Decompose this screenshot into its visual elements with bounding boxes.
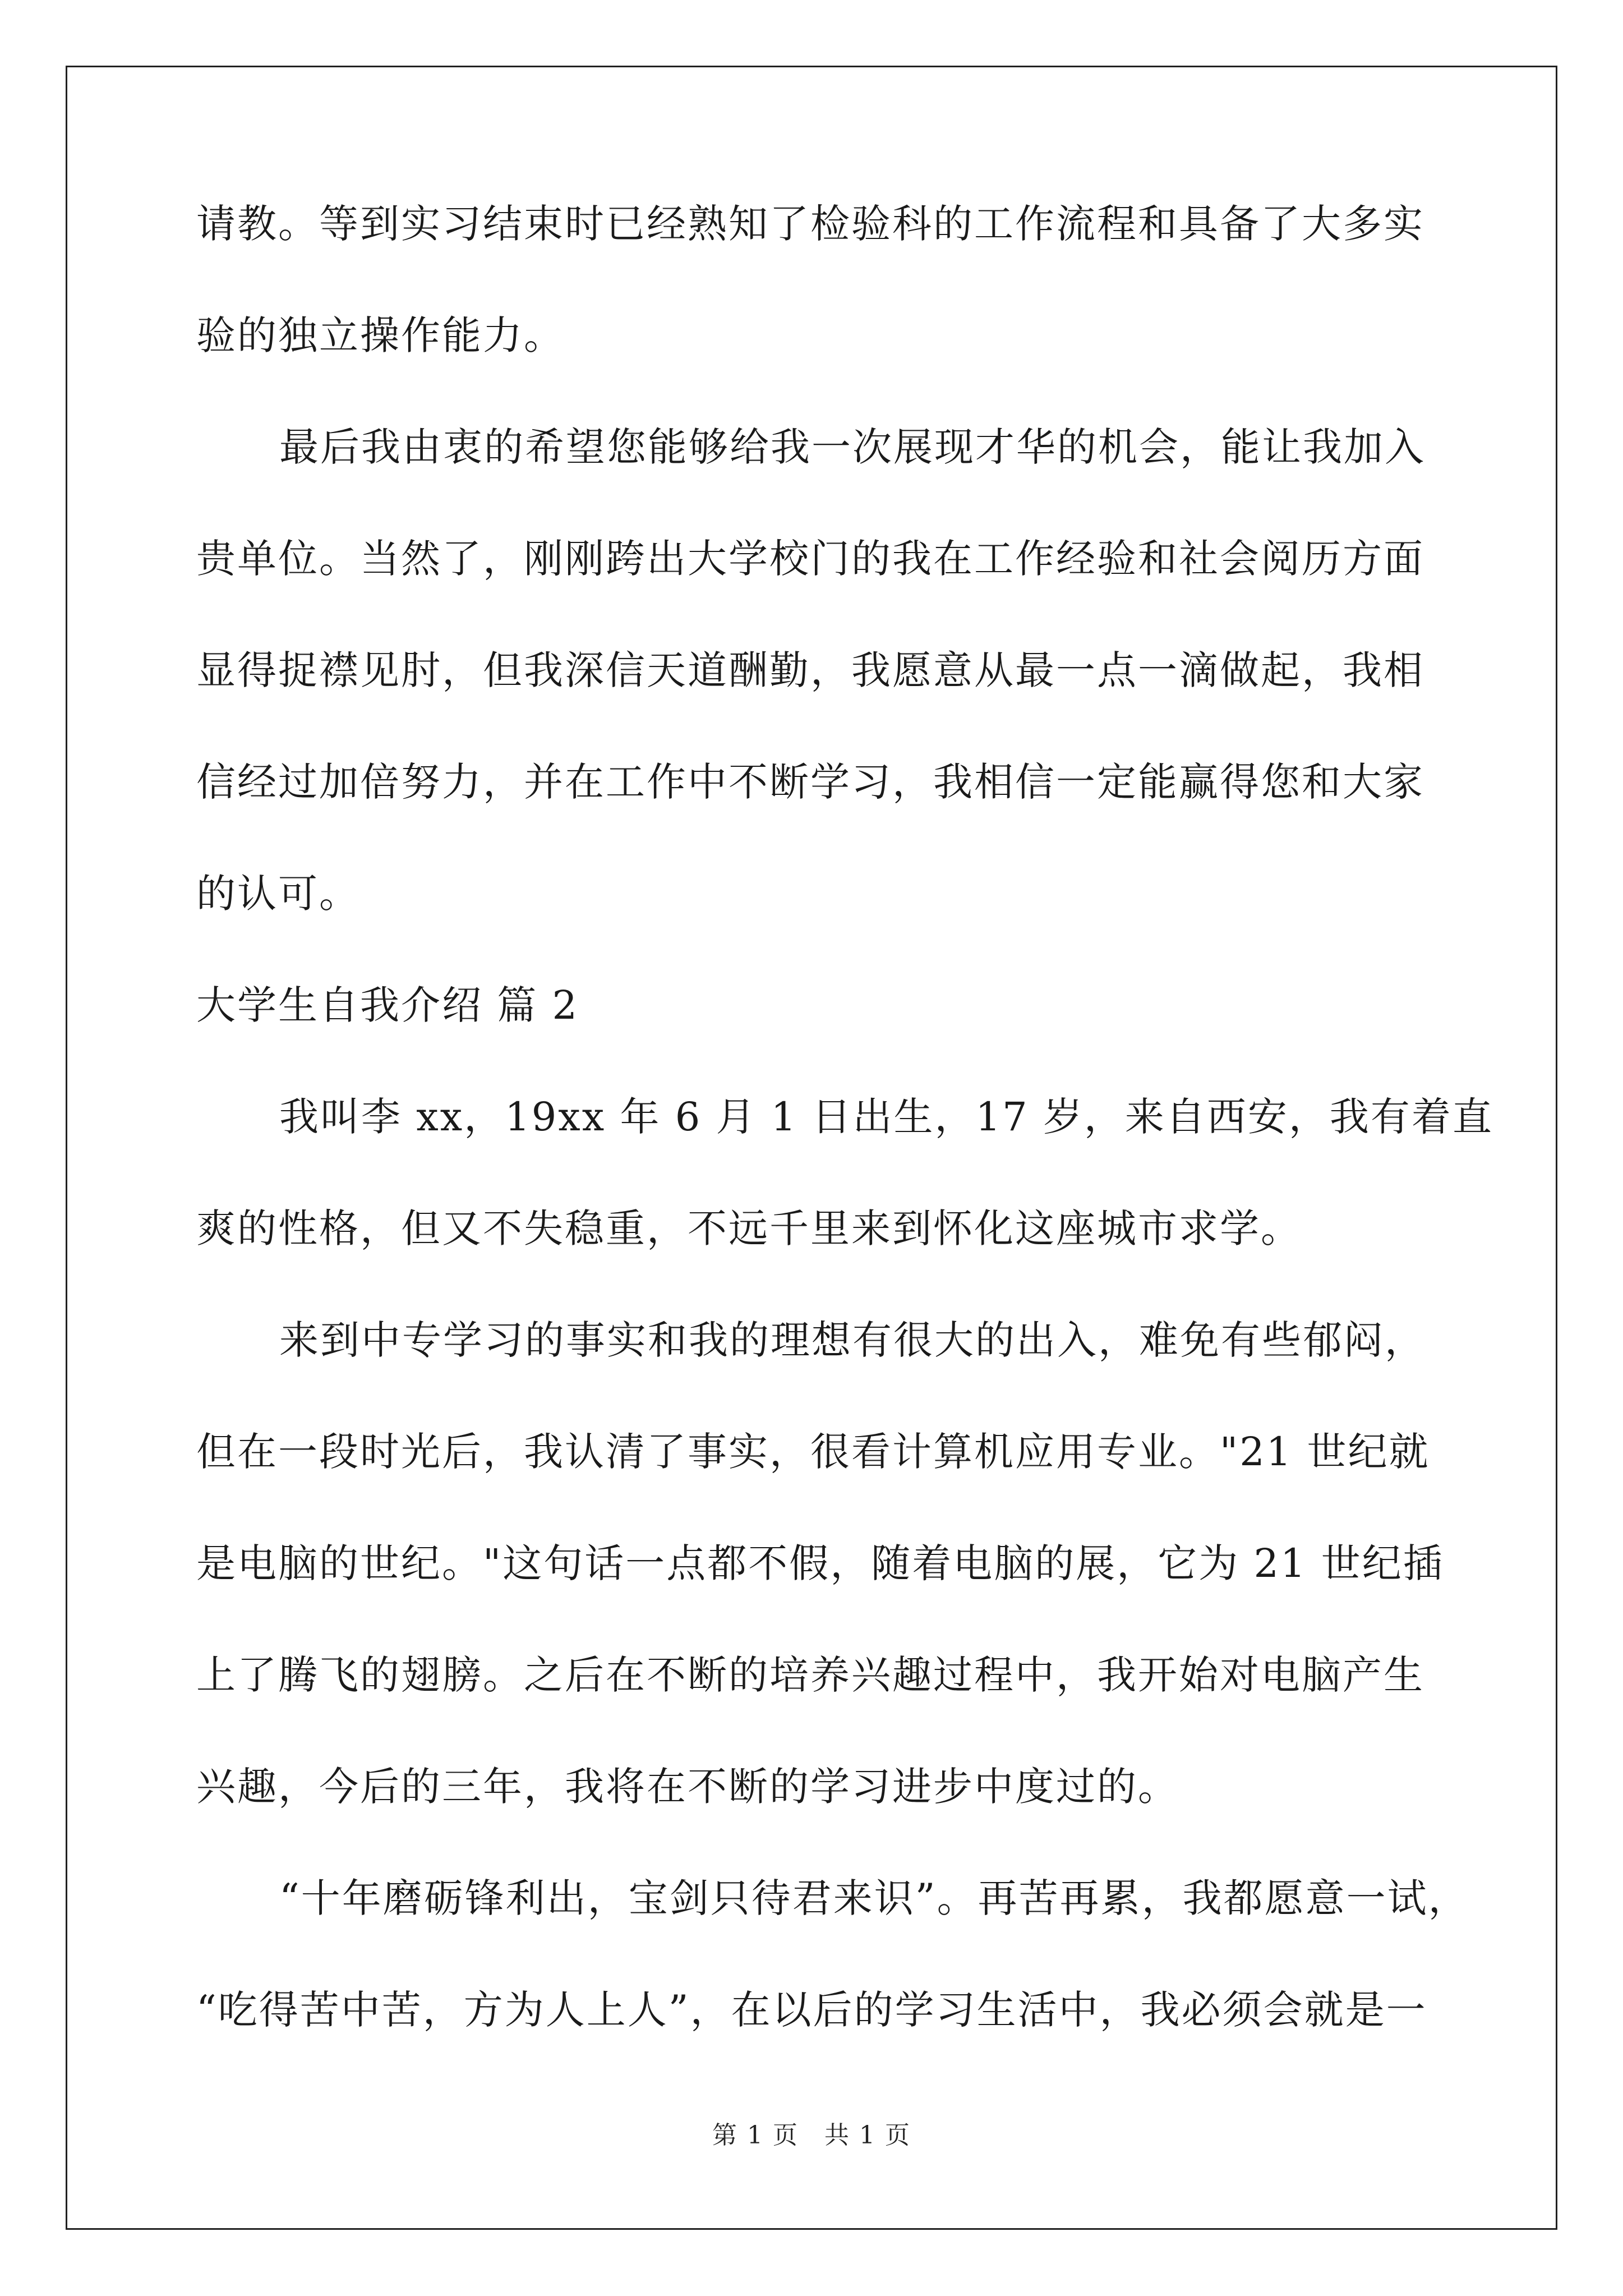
paragraph-line: 的认可。 bbox=[196, 871, 360, 917]
paragraph-line: 最后我由衷的希望您能够给我一次展现才华的机会，能让我加入 bbox=[279, 424, 1426, 470]
page-number-footer: 第 1 页 共 1 页 bbox=[712, 2121, 911, 2150]
paragraph-line: 但在一段时光后，我认清了事实，很看计算机应用专业。"21 世纪就 bbox=[196, 1429, 1430, 1475]
paragraph-line: 验的独立操作能力。 bbox=[196, 312, 565, 358]
paragraph-line: 爽的性格，但又不失稳重，不远千里来到怀化这座城市求学。 bbox=[196, 1205, 1302, 1251]
paragraph-line: 我叫李 xx，19xx 年 6 月 1 日出生，17 岁，来自西安，我有着直 bbox=[279, 1094, 1493, 1140]
paragraph-line: 上了腾飞的翅膀。之后在不断的培养兴趣过程中，我开始对电脑产生 bbox=[196, 1652, 1424, 1698]
section-heading: 大学生自我介绍 篇 2 bbox=[196, 982, 579, 1028]
paragraph-line: 来到中专学习的事实和我的理想有很大的出入，难免有些郁闷， bbox=[279, 1317, 1426, 1363]
paragraph-line: 贵单位。当然了，刚刚跨出大学校门的我在工作经验和社会阅历方面 bbox=[196, 536, 1424, 582]
paragraph-line: 显得捉襟见肘，但我深信天道酬勤，我愿意从最一点一滴做起，我相 bbox=[196, 647, 1424, 693]
paragraph-line: “吃得苦中苦，方为人上人”，在以后的学习生活中，我必须会就是一 bbox=[196, 1987, 1427, 2033]
paragraph-line: 是电脑的世纪。"这句话一点都不假，随着电脑的展，它为 21 世纪插 bbox=[196, 1540, 1444, 1586]
paragraph-line: 请教。等到实习结束时已经熟知了检验科的工作流程和具备了大多实 bbox=[196, 201, 1424, 247]
document-body bbox=[196, 199, 1493, 2097]
paragraph-line: 信经过加倍努力，并在工作中不断学习，我相信一定能赢得您和大家 bbox=[196, 759, 1424, 805]
paragraph-line: “十年磨砺锋利出，宝剑只待君来识”。再苦再累，我都愿意一试， bbox=[279, 1875, 1469, 1921]
paragraph-line: 兴趣，今后的三年，我将在不断的学习进步中度过的。 bbox=[196, 1764, 1179, 1810]
